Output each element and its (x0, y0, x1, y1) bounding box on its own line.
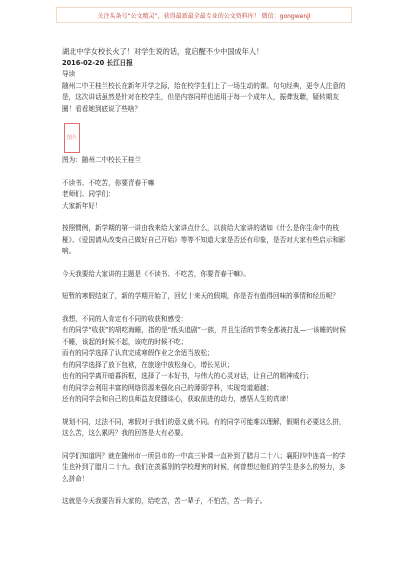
body-paragraph: 有的同学会利用丰富的网络资源来强化自己的薄弱学科，实现弯道超越； (62, 383, 273, 392)
body-paragraph: 按照惯例，新学期的第一讲由我来给大家讲点什么，以前给大家讲的诸如《什么是你生命中的枝桠》、《爱国请从改变自己做好自己开始》等等不知道大家是否还有印象，是否对大家有些启示和影响。 (62, 224, 346, 255)
broken-image-icon (64, 123, 80, 153)
body-paragraph: 不读书、不吃苦，你要青春干嘛 (62, 178, 155, 187)
image-caption: 图为：随州二中校长王桂兰 (62, 156, 142, 164)
body-paragraph: 也有的同学离开暗暮拆框，选择了一本好书，与伟大的心灵对话，让自己的精神成行； (62, 372, 313, 380)
body-paragraph: 同学们知道吗？就在随州市一所县市的一中高三补课一直补到了腊月二十八；襄阳四中连高一的学生也补到了腊月二十九。我们在羡慕别的学校理害的时候，何曾想过他们的学生是多么的努力，多么拼命！ (62, 451, 346, 483)
spacer (62, 167, 352, 178)
paragraph-spacer (62, 440, 352, 451)
lead-label: 导读 (62, 70, 76, 78)
body-paragraph: 这就是今天我要告诉大家的，给吃苦，苦一辈子，不怕苦，苦一阵子。 (62, 497, 267, 505)
paragraph-spacer (62, 258, 352, 269)
paragraph-spacer (62, 212, 352, 223)
body-paragraph: 今天我要给大家讲的主题是《不读书、不吃苦，你要青春干嘛》。 (62, 269, 250, 278)
promo-banner: 关注头条号“公文精灵”，获得最新最全最专业的公文资料库！ 微信：gongwenjl (56, 7, 352, 23)
article (62, 46, 352, 508)
lead-paragraph: 随州二中王桂兰校长在新年开学之际，给在校学生们上了一场生动的课。句句经典，更令人注意的是，这次讲话虽然是针对在校学生，但是内容同样也适用于每一个成年人，振聋发聩，疑转期友圈！看看她到底说了些啥？ (62, 81, 346, 113)
image-placeholder-label: 图片 (66, 135, 77, 141)
article-title: 湖北中学女校长火了！对学生说的话，竟启醒不少中国成年人！ (62, 47, 264, 56)
body-paragraph: 还有的同学会和自己的良师益友促膝谈心，获取前进的动力，感悟人生的真谛！ (62, 395, 293, 403)
body-paragraph: 而有的同学选择了认真完成寒假作业之余适当放松； (62, 349, 214, 357)
paragraph-spacer (62, 406, 352, 417)
body-paragraph: 有的同学“收获”的胡吃海睡，指的是“纸头追剧”一族，并且生活的节奏全都被打乱—一该睡的时候不睡，该起的时候不起，该吃的时候不吃； (62, 326, 347, 346)
paragraph-spacer (62, 280, 352, 291)
body-paragraph: 我想，不同的人肯定有不同的收获和感受： (62, 314, 188, 323)
body-paragraph: 老师们、同学们： (62, 190, 115, 198)
article-body (62, 178, 352, 508)
body-paragraph: 大家新年好！ (62, 201, 102, 210)
article-date-source: 2016-02-20 长江日报 (62, 58, 133, 67)
body-paragraph: 短暂的寒假结束了，新的学期开始了，回忆十来天的假期，你是否有值得回味的事情和经历呢？ (62, 292, 339, 300)
paragraph-spacer (62, 485, 352, 496)
paragraph-spacer (62, 303, 352, 314)
body-paragraph: 有的同学选择了放下包袱，在旅途中放松身心，增长见识； (62, 360, 234, 369)
body-paragraph: 规划不同，过法不同，寒假对于我们的意义就不同。有的同学可能难以理解，假期有必要这么拼，这么苦，这么累吗？我的回答是大有必要。 (62, 417, 346, 437)
